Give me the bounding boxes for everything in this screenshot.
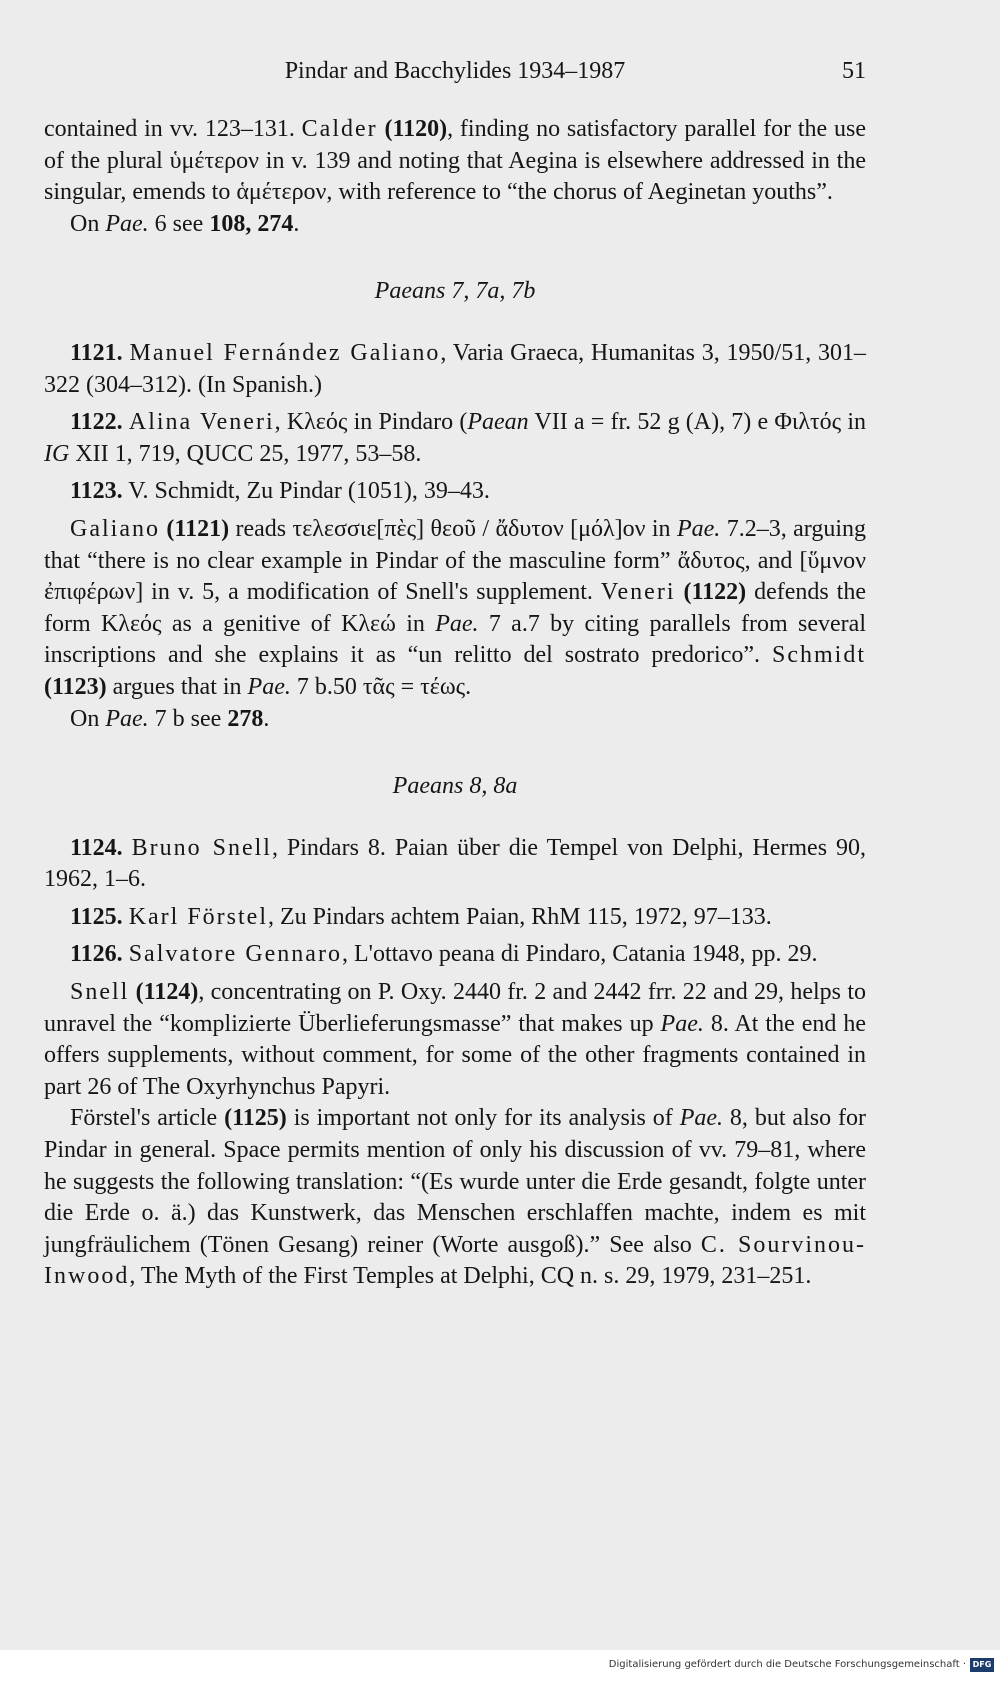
entry-number: 1125. (70, 903, 123, 930)
text: Förstel's article (70, 1105, 225, 1132)
abbrev-pae: Pae. (247, 673, 291, 700)
text: , Zu Pindar (1051), 39–43. (234, 478, 490, 505)
cross-reference: (1125) (224, 1105, 287, 1132)
paragraph-galiano (44, 514, 866, 704)
text: XII 1, 719, QUCC 25, 1977, 53–58. (69, 440, 422, 467)
abbrev-pae: Pae. (679, 1105, 724, 1132)
text: , The Myth of the First Temples at Delphi, CQ n. s. 29, 1979, 231–251. (129, 1263, 812, 1290)
abbrev-pae: Pae. (105, 210, 149, 237)
author-name: Bruno Snell (131, 834, 272, 861)
text: reads τελεσσιε[πὲς] θεοῦ / ἄδυτον [μόλ]ον in (229, 515, 677, 542)
text: 7 b see (148, 705, 228, 732)
text: , Pindars 8. Paian über die Tempel von Delphi, Hermes 90, 1962, 1–6. (44, 834, 866, 893)
author-name: Veneri (600, 579, 676, 606)
text: , Κλεός in Pindaro ( (274, 409, 468, 436)
italic-ig: IG (44, 440, 70, 467)
text: . (293, 210, 300, 237)
abbrev-pae: Pae. (676, 515, 721, 542)
text: 6 see (148, 210, 210, 237)
funding-credit: Digitalisierung gefördert durch die Deutsche Forschungsgemeinschaft · (608, 1659, 966, 1670)
running-title: Pindar and Bacchylides 1934–1987 (284, 58, 626, 84)
author-name: Salvatore Gennaro (128, 941, 342, 968)
cross-reference: (1120) (384, 116, 448, 142)
text: On (70, 210, 106, 237)
text: , finding no satisfactory parallel for the use of the plural ὑμέτερον in v. 139 and noting that Aegina is elsewhere addressed in the singular, emends to ἁμέτερον, with reference to “the chorus of Aeginetan youths”. (44, 116, 867, 206)
see-also-pae6 (44, 209, 866, 241)
page-body (44, 114, 866, 1293)
entry-number: 1124. (70, 834, 123, 861)
cross-reference: 108, 274 (209, 210, 294, 237)
cross-reference: (1124) (135, 979, 199, 1006)
cross-reference: (1122) (683, 579, 747, 606)
author-name: Manuel Fernández Galiano (129, 339, 441, 366)
text: 8, but also for Pindar in general. Space permits mention of only his discussion of vv. 79–81, where he suggests the following translation: “(Es wurde unter die Erde gesandt, folgte unter die Erde o. ä.) das Kunstwerk, das Menschen erschlaffen machte, indem es mit jungfräulichem (Tönen Gesang) reiner (Worte ausgoß).” See also (44, 1105, 866, 1258)
cross-reference: (1121) (166, 515, 230, 542)
cross-reference: (1123) (44, 673, 107, 700)
page-header (44, 56, 866, 90)
text: 7 b.50 τᾶς = τέως. (290, 673, 472, 700)
digitization-footer (0, 1650, 1000, 1683)
author-name: Snell (70, 979, 130, 1006)
abbrev-pae: Pae. (660, 1010, 704, 1037)
text: On (70, 705, 106, 732)
see-also-pae7b (44, 704, 866, 736)
text: 7 a.7 by citing parallels from several inscriptions and she explains it as “un relitto del sostrato predorico”. (44, 610, 866, 669)
italic-title: Paean (467, 409, 529, 436)
text: is important not only for its analysis of (286, 1105, 680, 1132)
bib-entry-1124 (44, 833, 866, 896)
text: , Zu Pindars achtem Paian, RhM 115, 1972, 97–133. (268, 903, 772, 930)
entry-number: 1123. (70, 478, 123, 505)
paragraph-snell (44, 977, 866, 1103)
text: . (263, 705, 270, 732)
text: VII a = fr. 52 g (A), 7) e Φιλτός in (528, 409, 866, 436)
author-name: Schmidt (771, 642, 866, 669)
text: contained in vv. 123–131. (44, 116, 302, 142)
section-heading-paeans-7: Paeans 7, 7a, 7b (374, 278, 536, 305)
bib-entry-1121 (44, 338, 866, 401)
dfg-logo: DFG (970, 1658, 994, 1672)
section-heading-paeans-8: Paeans 8, 8a (392, 773, 518, 800)
abbrev-pae: Pae. (105, 705, 149, 732)
text: , L'ottavo peana di Pindaro, Catania 1948, pp. 29. (341, 941, 818, 968)
text: argues that in (106, 673, 248, 700)
bib-entry-1126 (44, 939, 866, 971)
abbrev-pae: Pae. (435, 610, 479, 637)
text: defends the form Κλεός as a genitive of Κλεώ in (44, 579, 866, 637)
bib-entry-1122 (44, 407, 866, 470)
author-name: V. Schmidt (128, 478, 235, 505)
text: , concentrating on P. Oxy. 2440 fr. 2 and 2442 frr. 22 and 29, helps to unravel the “komplizierte Überlieferungsmasse” that makes up (44, 979, 866, 1037)
text: 8. At the end he offers supplements, without comment, for some of the other fragments contained in part 26 of The Oxyrhynchus Papyri. (44, 1010, 866, 1100)
text: , Varia Graeca, Humanitas 3, 1950/51, 301–322 (304–312). (In Spanish.) (44, 339, 866, 398)
entry-number: 1126. (70, 941, 123, 968)
bib-entry-1125 (44, 902, 866, 934)
bib-entry-1123 (44, 476, 866, 508)
author-name: Alina Veneri (128, 409, 275, 436)
entry-number: 1122. (70, 409, 123, 436)
page-number: 51 (842, 58, 866, 84)
author-name: Karl Förstel (128, 903, 268, 930)
author-name: Calder (301, 116, 378, 142)
text: 7.2–3, arguing that “there is no clear example in Pindar of the masculine form” ἄδυτος, and [ὕμνον ἐπιφέρων] in v. 5, a modification of Snell's supplement. (44, 515, 867, 606)
author-name: C. Sourvinou-Inwood (44, 1231, 866, 1290)
paragraph-calder (44, 114, 866, 209)
entry-number: 1121. (70, 339, 123, 366)
author-name: Galiano (70, 515, 160, 542)
cross-reference: 278 (227, 705, 264, 732)
paragraph-forstel (44, 1103, 866, 1293)
